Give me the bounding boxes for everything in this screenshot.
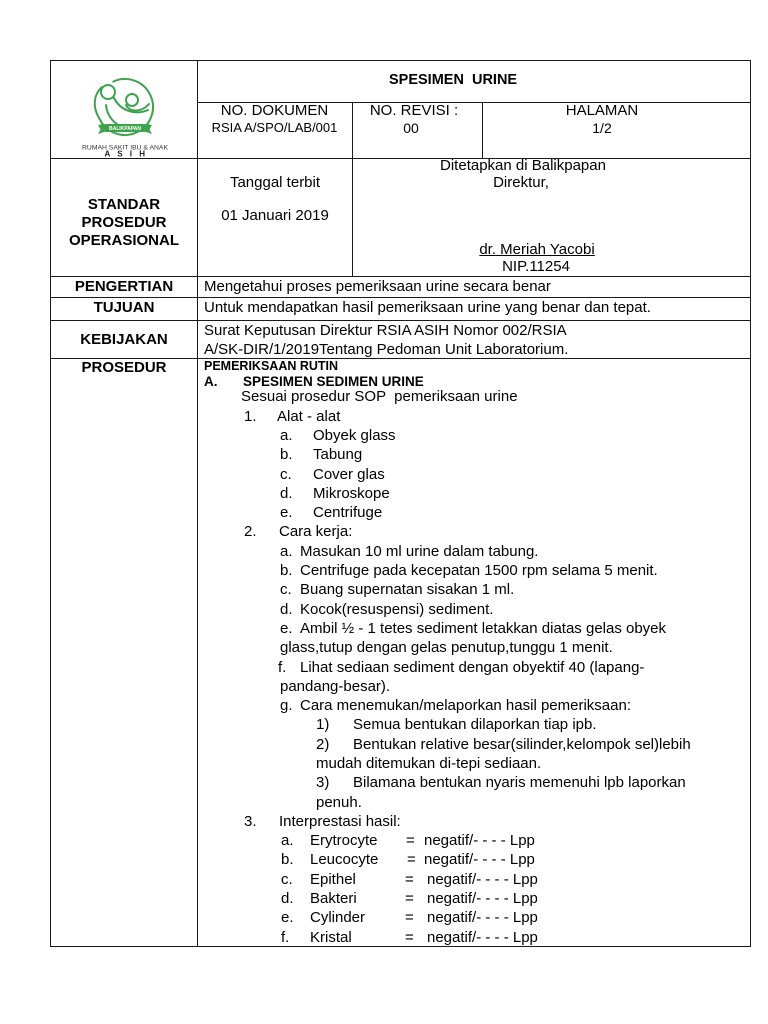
prosedur-label: PROSEDUR [81,358,167,376]
sub-list-item [0,735,768,754]
result-value: negatif/- - - - Lpp [427,928,538,946]
procedure-intro-line [0,387,768,406]
item-marker: e. [280,619,293,637]
result-marker: b. [281,851,294,869]
sub-item-text: Bentukan relative besar(silinder,kelompok sel)lebih [353,735,691,753]
sub-item-text-continuation: penuh. [316,793,362,811]
item-text: Mikroskope [313,484,390,502]
result-equals: = [405,928,414,946]
logo-hospital-name: RUMAH SAKIT IBU & ANAK [82,144,168,152]
item-marker: b. [280,446,293,464]
kebijakan-text-line-1: Surat Keputusan Direktur RSIA ASIH Nomor 002/RSIA [204,322,567,339]
item-marker: c. [280,581,292,599]
list-item [0,503,768,522]
item-text: Ambil ½ - 1 tetes sediment letakkan diatas gelas obyek [300,619,667,637]
item-marker: c. [280,465,292,483]
item-marker: d. [280,600,293,618]
result-marker: c. [281,870,293,888]
step-line [0,522,768,541]
item-text: Buang supernatan sisakan 1 ml. [300,581,515,599]
item-text-continuation: glass,tutup dengan gelas penutup,tunggu 1 menit. [280,639,613,657]
sub-item-text: Bilamana bentukan nyaris memenuhi lpb laporkan [353,774,686,792]
item-text: Masukan 10 ml urine dalam tabung. [300,542,539,560]
sop-label-line-3: OPERASIONAL [68,231,179,249]
item-marker: e. [280,504,293,522]
step-number: 2. [244,523,257,541]
procedure-content [0,387,768,947]
list-item [0,696,768,715]
item-marker: a. [280,426,293,444]
sub-item-marker: 3) [316,774,330,792]
signer-name: dr. Meriah Yacobi [479,240,595,258]
result-name: Cylinder [310,909,366,927]
revision-value: 00 [403,120,419,136]
item-marker: d. [280,484,293,502]
sop-label-line-2: PROSEDUR [81,213,167,231]
list-item-continuation [0,638,768,657]
result-row [0,831,768,850]
result-value: negatif/- - - - Lpp [427,890,538,908]
list-item [0,619,768,638]
kebijakan-text-line-2: A/SK-DIR/1/2019Tentang Pedoman Unit Laboratorium. [204,341,569,358]
list-item [0,426,768,445]
item-text: Cara menemukan/melaporkan hasil pemeriksaan: [300,697,631,715]
item-text-continuation: pandang-besar). [280,677,391,695]
sop-label-line-1: STANDAR [87,196,161,213]
item-text: Lihat sediaan sediment dengan obyektif 40 (lapang- [300,658,645,676]
page-value: 1/2 [592,120,612,136]
sub-item-marker: 2) [316,735,330,753]
item-marker: a. [280,542,293,560]
sub-list-item [0,773,768,792]
revision-label: NO. REVISI : [369,102,459,119]
list-item [0,580,768,599]
list-item [0,445,768,464]
document-number-value: RSIA A/SPO/LAB/001 [211,120,338,135]
mother-head [101,85,115,99]
signer-nip: NIP.11254 [502,257,570,275]
item-marker: f. [278,658,287,676]
kebijakan-label: KEBIJAKAN [80,331,168,348]
sub-item-text-continuation: mudah ditemukan di-tepi sediaan. [316,754,542,772]
list-item [0,484,768,503]
list-item [0,561,768,580]
approval-place: Ditetapkan di Balikpapan [440,156,606,174]
item-marker: g. [280,697,293,715]
result-marker: f. [281,928,290,946]
result-marker: d. [281,890,294,908]
procedure-heading: PEMERIKSAAN RUTIN [204,359,339,373]
result-name: Bakteri [310,890,357,908]
issue-date-label: Tanggal terbit [229,174,321,191]
pengertian-label: PENGERTIAN [74,277,174,295]
result-equals: = [405,890,414,908]
result-row [0,850,768,869]
procedure-intro: Sesuai prosedur SOP pemeriksaan urine [241,388,518,406]
result-equals: = [405,909,414,927]
step-title: Cara kerja: [279,523,353,541]
sub-item-text: Semua bentukan dilaporkan tiap ipb. [353,716,597,734]
result-name: Kristal [310,928,352,946]
item-text: Centrifuge pada kecepatan 1500 rpm selama 5 menit. [300,562,658,580]
baby-head [126,94,138,106]
page-label: HALAMAN [565,102,639,119]
document-number-label: NO. DOKUMEN [220,102,329,119]
result-equals: = [407,851,416,869]
result-row [0,928,768,947]
tujuan-label: TUJUAN [93,298,155,316]
issue-date-value: 01 Januari 2019 [221,207,329,224]
result-row [0,870,768,889]
result-row [0,908,768,927]
list-item-continuation [0,677,768,696]
item-text: Tabung [313,446,363,464]
list-item [0,465,768,484]
tujuan-text: Untuk mendapatkan hasil pemeriksaan urine yang benar dan tepat. [204,298,651,316]
pengertian-text: Mengetahui proses pemeriksaan urine secara benar [204,277,551,295]
step-title: Alat - alat [277,407,341,425]
step-number: 3. [244,812,257,830]
list-item [0,600,768,619]
item-text: Obyek glass [313,426,396,444]
sub-item-marker: 1) [316,716,330,734]
result-name: Leucocyte [310,851,379,869]
logo-brand-name: A S I H [104,149,148,158]
item-marker: b. [280,562,293,580]
result-value: negatif/- - - - Lpp [427,909,538,927]
result-name: Epithel [310,870,356,888]
step-line [0,812,768,831]
result-equals: = [406,832,415,850]
procedure-section-marker: A. [204,374,218,389]
result-marker: a. [281,832,294,850]
document-title: SPESIMEN URINE [389,72,518,88]
item-text: Cover glas [313,465,385,483]
list-item [0,658,768,677]
approval-position: Direktur, [493,173,549,191]
result-marker: e. [281,909,294,927]
sub-list-item-continuation [0,754,768,773]
ribbon-left-tail [98,124,104,134]
result-row [0,889,768,908]
step-number: 1. [244,407,257,425]
logo-ribbon-text: BALIKPAPAN [108,126,142,132]
sub-list-item [0,715,768,734]
list-item [0,542,768,561]
step-title: Interprestasi hasil: [279,812,401,830]
sub-list-item-continuation [0,793,768,812]
result-value: negatif/- - - - Lpp [427,870,538,888]
result-value: negatif/- - - - Lpp [424,832,535,850]
result-value: negatif/- - - - Lpp [424,851,535,869]
result-equals: = [405,870,414,888]
result-name: Erytrocyte [310,832,378,850]
hospital-logo [50,60,197,158]
step-line [0,407,768,426]
ribbon-right-tail [146,124,152,134]
procedure-section-title: SPESIMEN SEDIMEN URINE [243,374,424,389]
item-text: Centrifuge [313,504,383,522]
item-text: Kocok(resuspensi) sediment. [300,600,494,618]
